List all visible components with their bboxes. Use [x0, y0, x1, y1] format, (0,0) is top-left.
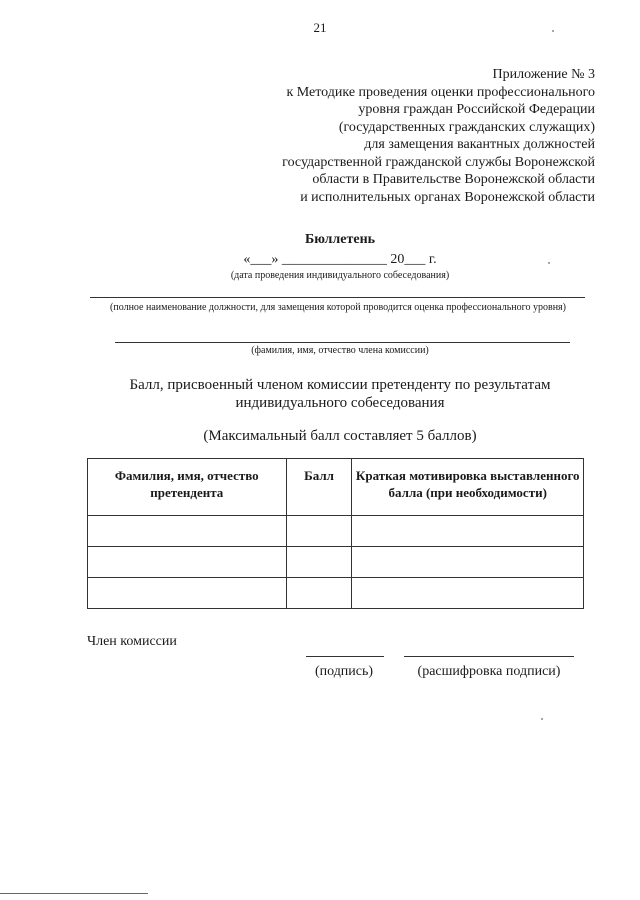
- position-caption: (полное наименование должности, для замещения которой проводится оценка профессионального уровня): [110, 302, 566, 313]
- scan-speck: [541, 718, 543, 720]
- header-motivation: Краткая мотивировка выставленного балла (при необходимости): [352, 459, 584, 516]
- appendix-line: (государственных гражданских служащих): [338, 119, 595, 135]
- appendix-line: области в Правительстве Воронежской области: [312, 172, 595, 187]
- commission-member-label: Член комиссии: [87, 634, 177, 649]
- header-candidate-name: Фамилия, имя, отчество претендента: [88, 459, 287, 516]
- table-row: [88, 547, 584, 578]
- appendix-line: к Методике проведения оценки профессионального: [286, 84, 595, 100]
- cell-candidate-name[interactable]: [88, 516, 287, 547]
- max-score-note: (Максимальный балл составляет 5 баллов): [203, 428, 477, 444]
- decoding-blank-line: [404, 656, 574, 657]
- date-caption: (дата проведения индивидуального собеседования): [230, 270, 450, 281]
- evaluation-table: [87, 458, 584, 609]
- cell-score[interactable]: [286, 516, 352, 547]
- appendix-line: для замещения вакантных должностей: [364, 137, 595, 152]
- signature-caption: (подпись): [314, 664, 374, 679]
- cell-score[interactable]: [286, 578, 352, 609]
- cell-motivation[interactable]: [352, 578, 584, 609]
- cell-motivation[interactable]: [352, 516, 584, 547]
- date-line: «___» _______________ 20___ г.: [243, 252, 437, 267]
- cell-candidate-name[interactable]: [88, 578, 287, 609]
- ballot-title: Бюллетень: [304, 232, 376, 247]
- cell-motivation[interactable]: [352, 547, 584, 578]
- appendix-line: уровня граждан Российской Федерации: [358, 102, 595, 117]
- position-blank-line: [90, 297, 585, 298]
- page-number: 21: [313, 20, 327, 35]
- appendix-line: Приложение № 3: [492, 67, 595, 82]
- cell-candidate-name[interactable]: [88, 547, 287, 578]
- appendix-line: и исполнительных органах Воронежской области: [300, 189, 595, 205]
- table-row: [88, 578, 584, 609]
- decoding-caption: (расшифровка подписи): [417, 664, 561, 679]
- scan-speck: [552, 30, 554, 32]
- scan-speck: [548, 262, 550, 264]
- table-row: [88, 516, 584, 547]
- member-caption: (фамилия, имя, отчество члена комиссии): [251, 345, 429, 356]
- header-score: Балл: [286, 459, 352, 516]
- appendix-header: [282, 66, 595, 206]
- member-blank-line: [115, 342, 570, 343]
- signature-blank-line: [306, 656, 384, 657]
- table-header-row: [88, 459, 584, 516]
- footer-rule: [0, 893, 148, 894]
- cell-score[interactable]: [286, 547, 352, 578]
- score-description: Балл, присвоенный членом комиссии претенденту по результатам индивидуального собеседования: [129, 377, 551, 411]
- appendix-line: государственной гражданской службы Воронежской: [282, 154, 595, 170]
